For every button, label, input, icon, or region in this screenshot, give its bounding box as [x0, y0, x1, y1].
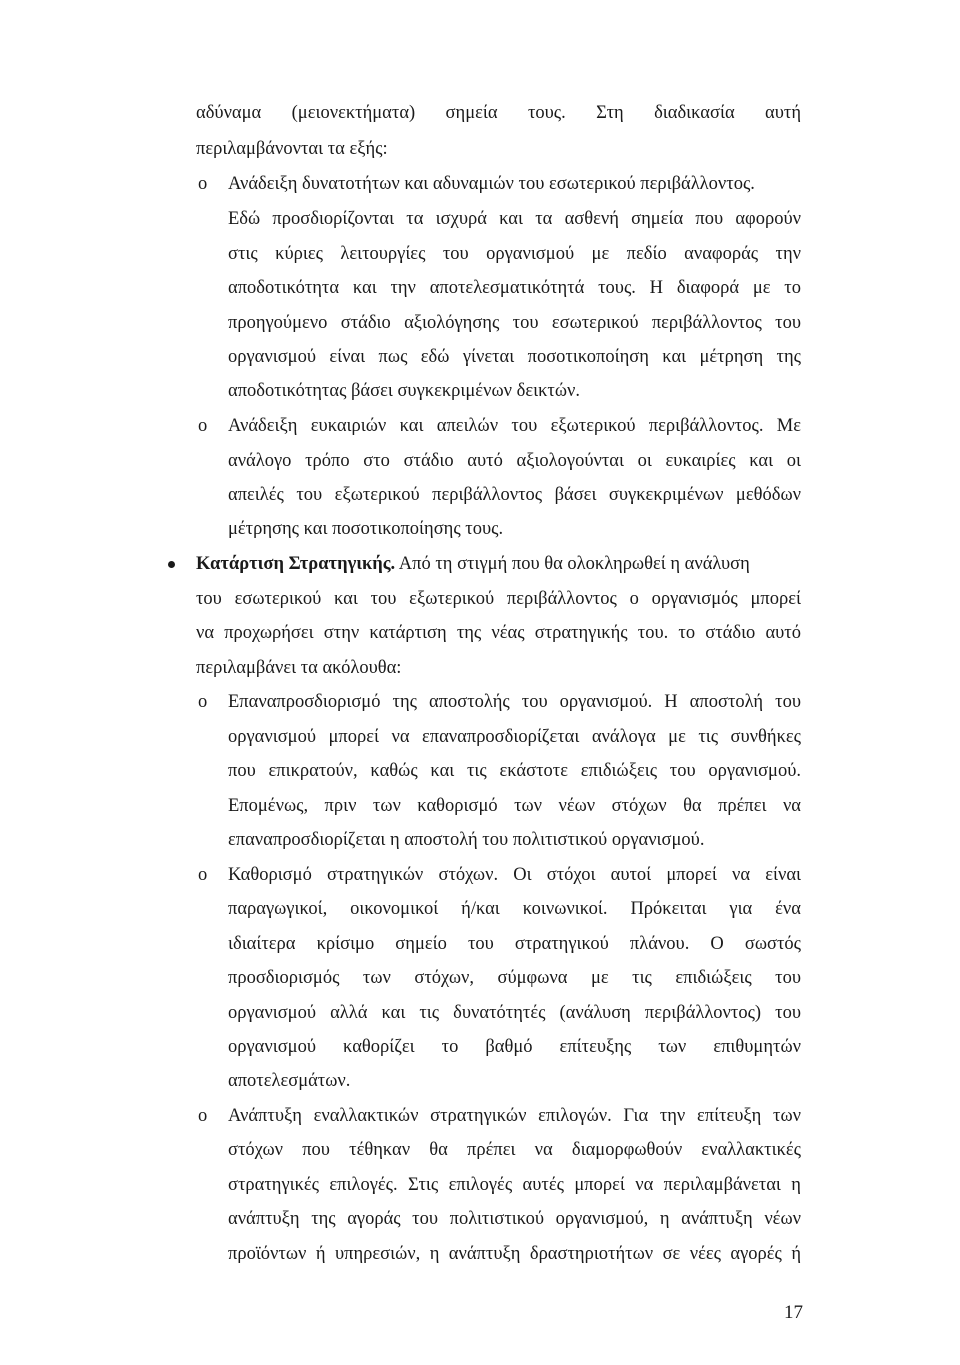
page-number: 17: [784, 1302, 803, 1323]
list-item-line: οργανισμού αλλά και τις δυνατότητές (ανάλυση περιβάλλοντος) του: [228, 1003, 801, 1023]
paragraph-line: αδύναμα (μειονεκτήματα) σημεία τους. Στη διαδικασία αυτή: [196, 103, 801, 123]
list-item-line: στις κύριες λειτουργίες του οργανισμού με πεδίο αναφοράς την: [228, 244, 801, 264]
paragraph-line: του εσωτερικού και του εξωτερικού περιβάλλοντος ο οργανισμός μπορεί: [196, 589, 801, 609]
bullet-first-line: [196, 552, 801, 576]
list-item-line: αποδοτικότητα και την αποτελεσματικότητά τους. Η διαφορά με το: [228, 278, 801, 298]
list-item-line: Καθορισμό στρατηγικών στόχων. Οι στόχοι αυτοί μπορεί να είναι: [228, 865, 801, 885]
section-heading: Κατάρτιση Στρατηγικής.: [196, 554, 396, 574]
hollow-bullet-icon: o: [198, 692, 208, 712]
list-item-line: Ανάδειξη ευκαιριών και απειλών του εξωτερικού περιβάλλοντος. Με: [228, 416, 801, 436]
list-item-line: απειλές του εξωτερικού περιβάλλοντος βάσει συγκεκριμένων μεθόδων: [228, 485, 801, 505]
hollow-bullet-icon: o: [198, 174, 208, 194]
hollow-bullet-icon: o: [198, 416, 208, 436]
list-item-line: ιδιαίτερα κρίσιμο σημείο του στρατηγικού πλάνου. Ο σωστός: [228, 934, 801, 954]
list-item-line: προϊόντων ή υπηρεσιών, η ανάπτυξη δραστηριοτήτων σε νέες αγορές ή: [228, 1244, 801, 1264]
list-item-line: Ανάδειξη δυνατοτήτων και αδυναμιών του εσωτερικού περιβάλλοντος.: [228, 174, 755, 194]
list-item-line: μέτρησης και ποσοτικοποίησης τους.: [228, 519, 504, 539]
bullet-icon: [168, 561, 175, 568]
list-item-line: Επαναπροσδιορισμό της αποστολής του οργανισμού. Η αποστολή του: [228, 692, 801, 712]
list-item-line: επαναπροσδιορίζεται η αποστολή του πολιτιστικού οργανισμού.: [228, 830, 705, 850]
paragraph-line: να προχωρήσει στην κατάρτιση της νέας στρατηγικής του. το στάδιο αυτό: [196, 623, 801, 643]
list-item-line: ανάλογο τρόπο στο στάδιο αυτό αξιολογούνται οι ευκαιρίες και οι: [228, 451, 801, 471]
list-item-line: στρατηγικές επιλογές. Στις επιλογές αυτές μπορεί να περιλαμβάνεται η: [228, 1175, 801, 1195]
list-item-line: που επικρατούν, καθώς και τις εκάστοτε επιδιώξεις του οργανισμού.: [228, 761, 801, 781]
list-item-line: προσδιορισμός των στόχων, σύμφωνα με τις επιδιώξεις του: [228, 968, 801, 988]
list-item-line: αποτελεσμάτων.: [228, 1071, 351, 1091]
list-item-line: ανάπτυξη της αγοράς του πολιτιστικού οργανισμού, η ανάπτυξη νέων: [228, 1209, 801, 1229]
list-item-line: οργανισμού καθορίζει το βαθμό επίτευξης των επιθυμητών: [228, 1037, 801, 1057]
list-item-line: στόχων που τέθηκαν θα πρέπει να διαμορφωθούν εναλλακτικές: [228, 1140, 801, 1160]
list-item-line: Εδώ προσδιορίζονται τα ισχυρά και τα ασθενή σημεία που αφορούν: [228, 209, 801, 229]
paragraph-line: περιλαμβάνει τα ακόλουθα:: [196, 658, 402, 678]
list-item-line: οργανισμού είναι πως εδώ γίνεται ποσοτικοποίηση και μέτρηση της: [228, 347, 801, 367]
list-item-line: παραγωγικοί, οικονομικοί ή/και κοινωνικοί. Πρόκειται για ένα: [228, 899, 801, 919]
list-item-line: προηγούμενο στάδιο αξιολόγησης του εσωτερικού περιβάλλοντος του: [228, 313, 801, 333]
paragraph-line: περιλαμβάνονται τα εξής:: [196, 139, 388, 159]
list-item-line: Επομένως, πριν των καθορισμό των νέων στόχων θα πρέπει να: [228, 796, 801, 816]
list-item-line: αποδοτικότητας βάσει συγκεκριμένων δεικτών.: [228, 381, 580, 401]
list-item-line: Ανάπτυξη εναλλακτικών στρατηγικών επιλογών. Για την επίτευξη των: [228, 1106, 801, 1126]
hollow-bullet-icon: o: [198, 1106, 208, 1126]
list-item-line: οργανισμού μπορεί να επαναπροσδιορίζεται ανάλογα με τις συνθήκες: [228, 727, 801, 747]
bullet-text: Από τη στιγμή που θα ολοκληρωθεί η ανάλυση: [395, 554, 750, 574]
hollow-bullet-icon: o: [198, 865, 208, 885]
